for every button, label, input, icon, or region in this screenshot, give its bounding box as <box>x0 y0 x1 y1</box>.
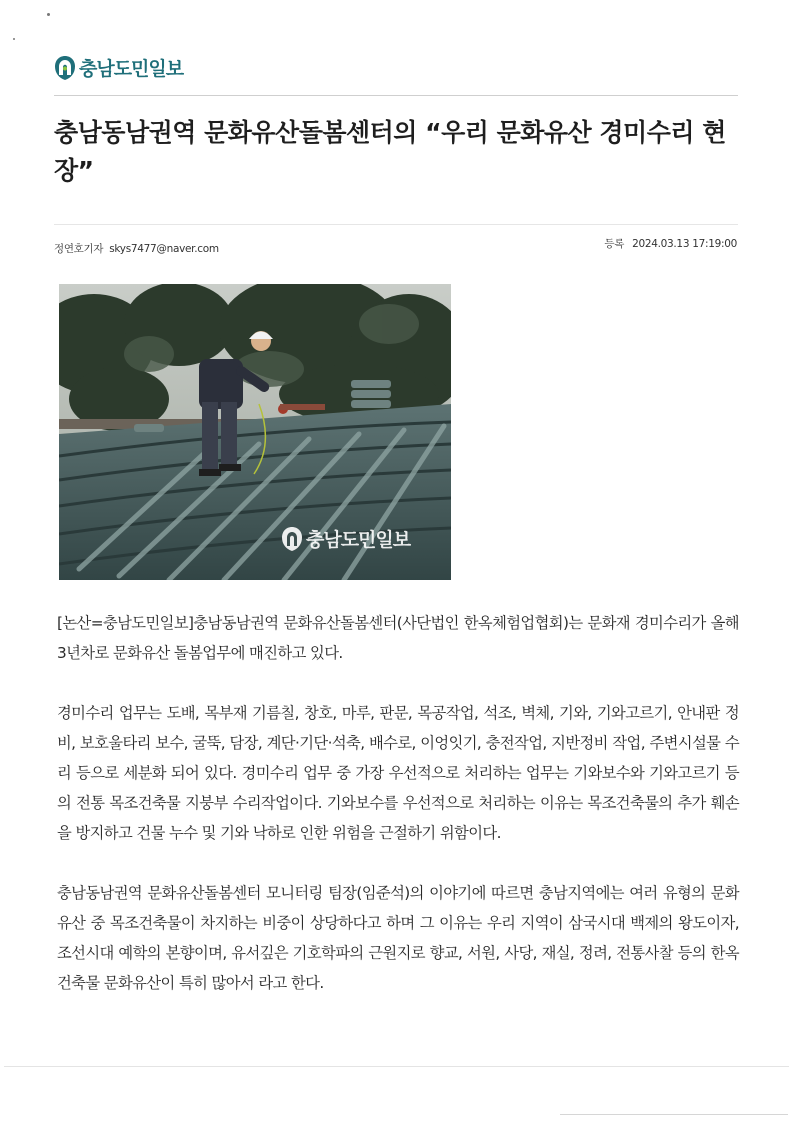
article-body <box>57 608 739 1028</box>
article-paragraph: 경미수리 업무는 도배, 목부재 기름칠, 창호, 마루, 판문, 목공작업, 석조, 벽체, 기와, 기와고르기, 안내판 정비, 보호울타리 보수, 굴뚝, 담장, 계단·기단·석축, 배수로, 이엉잇기, 충전작업, 지반정비 작업, 주변시설물 수리 등으로 세분화 되어 있다. 경미수리 업무 중 가장 우선적으로 처리하는 업무는 기와보수와 기와고르기 등의 전통 목조건축물 지붕부 수리작업이다. 기와보수를 우선적으로 처리하는 이유는 목조건축물의 추가 훼손을 방지하고 건물 누수 및 기와 낙하로 인한 위험을 근절하기 위함이다. <box>57 704 739 842</box>
date-label: 등록 <box>604 238 625 250</box>
article-headline: 충남동남권역 문화유산돌봄센터의 “우리 문화유산 경미수리 현장” <box>54 118 726 185</box>
article-photo <box>59 284 451 580</box>
publish-date <box>604 236 737 251</box>
scan-speck <box>47 13 50 16</box>
headline-divider <box>54 224 738 225</box>
reporter-email[interactable]: skys7477@naver.com <box>109 243 219 255</box>
date-value: 2024.03.13 17:19:00 <box>632 238 737 250</box>
outlet-logo[interactable] <box>54 54 183 81</box>
byline <box>54 241 219 256</box>
reporter-name: 정연호기자 <box>54 243 104 255</box>
article-paragraph: 충남동남권역 문화유산돌봄센터 모니터링 팀장(임준석)의 이야기에 따르면 충남지역에는 여러 유형의 문화유산 중 목조건축물이 차지하는 비중이 상당하다고 하며 그 이유는 우리 지역이 삼국시대 백제의 왕도이자, 조선시대 예학의 본향이며, 유서깊은 기호학파의 근원지로 향교, 서원, 사당, 재실, 정려, 전통사찰 등의 한옥 건축물 문화유산이 특히 많아서 라고 한다. <box>57 884 739 992</box>
scan-speck <box>13 38 15 40</box>
article-paragraph: [논산=충남도민일보]충남동남권역 문화유산돌봄센터(사단법인 한옥체험업협회)는 문화재 경미수리가 올해 3년차로 문화유산 돌봄업무에 매진하고 있다. <box>57 614 739 662</box>
logo-mark-icon <box>54 55 76 81</box>
header-divider <box>54 95 738 96</box>
footer-divider-secondary <box>560 1114 788 1115</box>
photo-watermark-text: 충남도민일보 <box>306 529 411 551</box>
outlet-name: 충남도민일보 <box>79 58 184 80</box>
footer-divider <box>4 1066 789 1067</box>
